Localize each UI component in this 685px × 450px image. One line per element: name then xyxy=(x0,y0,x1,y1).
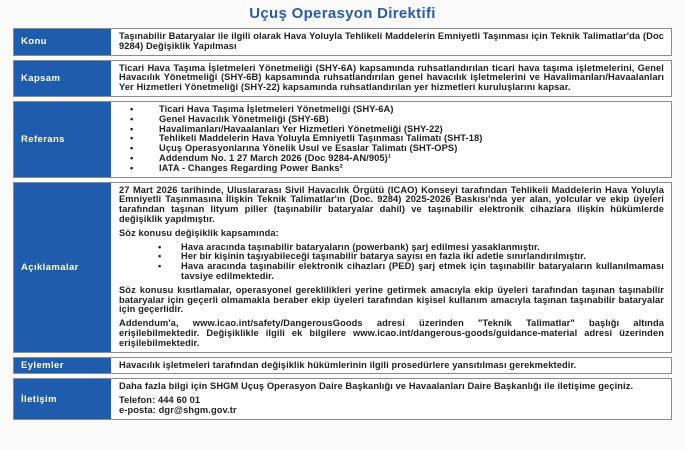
bullet-list xyxy=(119,243,664,282)
table-row-iletisim xyxy=(13,378,672,419)
row-content-referans xyxy=(111,102,671,177)
directive-table xyxy=(13,28,672,420)
bullet-item: • Genel Havacılık Yönetmeliği (SHY-6B) xyxy=(119,115,664,125)
paragraph: Daha fazla bilgi için SHGM Uçuş Operasyon Daire Başkanlığı ve Havaalanları Daire Başkanlığı ile iletişime geçiniz. xyxy=(119,381,634,392)
contact-line: Telefon: 444 60 01 xyxy=(119,395,201,406)
bullet-item: • Tehlikeli Maddelerin Hava Yoluyla Emniyetli Taşınması Talimatı (SHT-18) xyxy=(119,134,664,144)
row-content-eylemler xyxy=(111,358,671,374)
row-label-iletisim: İletişim xyxy=(14,379,111,418)
bullet-item: • Hava aracında taşınabilir bataryaların (powerbank) şarj edilmesi yasaklanmıştır. xyxy=(119,243,664,253)
bullet-item: • Ticari Hava Taşıma İşletmeleri Yönetmeliği (SHY-6A) xyxy=(119,105,664,115)
table-row-aciklamalar xyxy=(13,182,672,353)
row-content-konu xyxy=(111,29,671,55)
paragraph: Söz konusu kısıtlamalar, operasyonel gereklilikleri yerine getirmek amacıyla ekip üyeleri tarafından taşınan taşınabilir bataryalar için geçerli olmamakla beraber ekip üyeleri tarafından kişisel kullanım amacıyla taşınan taşınabilir bataryalar için geçerlidir. xyxy=(119,284,664,315)
bullet-item: • Havalimanları/Havaalanları Yer Hizmetleri Yönetmeliği (SHY-22) xyxy=(119,125,664,135)
row-label-konu: Konu xyxy=(14,29,111,55)
row-label-aciklamalar: Açıklamalar xyxy=(14,183,111,352)
page-title: Uçuş Operasyon Direktifi xyxy=(249,5,436,22)
table-row-kapsam xyxy=(13,60,672,97)
row-content-aciklamalar xyxy=(111,183,671,352)
row-label-eylemler: Eylemler xyxy=(14,358,111,374)
bullet-list xyxy=(119,105,664,174)
paragraph: Addendum'a, www.icao.int/safety/DangerousGoods adresi üzerinden "Teknik Talimatlar" başlığı altında erişilebilmektedir. Değişiklikle ilgili ek bilgilere www.icao.int/dangerous-goods/guidance-material adresi üzerinden erişilebilmektedir. xyxy=(119,318,664,348)
contact-line: e-posta: dgr@shgm.gov.tr xyxy=(119,404,237,415)
row-content-iletisim xyxy=(111,379,671,418)
row-label-referans: Referans xyxy=(14,102,111,177)
paragraph: Ticari Hava Taşıma İşletmeleri Yönetmeliği (SHY-6A) kapsamında ruhsatlandırılan ticari hava taşıma işletmelerini, Genel Havacılık Yönetmeliği (SHY-6B) kapsamında ruhsatlandırılan genel havacılık işletmelerini ve Havalimanları/Havaalanları Yer Hizmetleri Yönetmeliği (SHY-22) kapsamında ruhsatlandırılan yer hizmetleri kuruluşlarını kapsar. xyxy=(119,62,664,93)
bullet-item: • Uçuş Operasyonlarına Yönelik Usul ve Esaslar Talimatı (SHT-OPS) xyxy=(119,144,664,154)
table-row-eylemler xyxy=(13,357,672,375)
paragraph: Taşınabilir Bataryalar ile ilgili olarak Hava Yoluyla Tehlikeli Maddelerin Emniyetli Taşınması için Teknik Talimatlar'da (Doc 9284) Değişiklik Yapılması xyxy=(119,31,664,51)
bullet-item: • Addendum No. 1 27 March 2026 (Doc 9284-AN/905)¹ xyxy=(119,154,664,164)
row-label-kapsam: Kapsam xyxy=(14,61,111,96)
bullet-item: • Her bir kişinin taşıyabileceği taşınabilir batarya sayısı en fazla iki adetle sınırlandırılmıştır. xyxy=(119,252,664,262)
row-content-kapsam xyxy=(111,61,671,96)
table-row-referans xyxy=(13,101,672,178)
bullet-item: • Hava aracında taşınabilir elektronik cihazları (PED) şarj etmek için taşınabilir bataryaların kullanılmaması tavsiye edilmektedir. xyxy=(119,262,664,282)
table-row-konu xyxy=(13,28,672,56)
bullet-item: • IATA - Changes Regarding Power Banks² xyxy=(119,164,664,174)
paragraph: Söz konusu değişiklik kapsamında: xyxy=(119,227,279,238)
paragraph: Havacılık işletmeleri tarafından değişiklik hükümlerinin ilgili prosedürlere yansıtılması gerekmektedir. xyxy=(119,359,577,370)
paragraph: 27 Mart 2026 tarihinde, Uluslararası Sivil Havacılık Örgütü (ICAO) Konseyi tarafından Tehlikeli Maddelerin Hava Yoluyla Emniyetli Taşınmasına İlişkin Teknik Talimatlar'ın (Doc. 9284) 2025-2026 Baskısı'nda yer alan, yolcular ve ekip üyeleri tarafından taşınan lityum piller (taşınabilir bataryalar dahil) ve taşınabilir elektronik cihazlara ilişkin hükümlerde değişiklik yapılmıştır. xyxy=(119,184,664,224)
